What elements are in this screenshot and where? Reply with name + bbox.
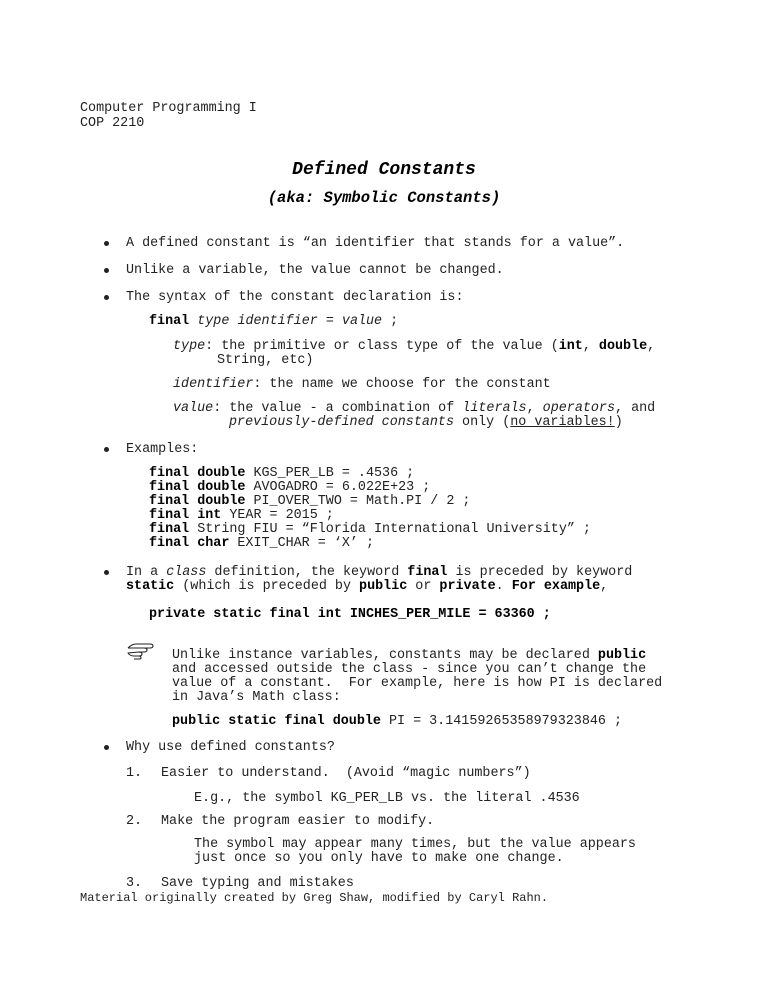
note-line1: Unlike instance variables, constants may be declared public: [172, 648, 647, 663]
syntax-line: final type identifier = value ;: [149, 314, 399, 329]
bullet-dot: [104, 268, 109, 273]
identifier-definition: identifier: the name we choose for the constant: [173, 377, 551, 392]
pointing-hand-icon: [126, 640, 156, 660]
bullet-dot: [104, 241, 109, 246]
reason-1-example: E.g., the symbol KG_PER_LB vs. the literal .4536: [194, 791, 580, 806]
example-line: final String FIU = “Florida International University” ;: [149, 522, 591, 537]
pi-declaration-code: public static final double PI = 3.14159265358979323846 ;: [172, 714, 623, 729]
reason-3: Save typing and mistakes: [161, 876, 354, 891]
value-definition: value: the value - a combination of literals, operators, and: [173, 401, 656, 416]
bullet-syntax: The syntax of the constant declaration is:: [126, 290, 464, 305]
reason-number: 3.: [126, 876, 143, 891]
note-line2: and accessed outside the class - since you can’t change the: [172, 662, 647, 677]
note-line3: value of a constant. For example, here is how PI is declared: [172, 676, 663, 691]
course-name: Computer Programming I: [80, 101, 257, 116]
reason-1: Easier to understand. (Avoid “magic numbers”): [161, 766, 531, 781]
bullet-dot: [104, 745, 109, 750]
class-definition-line2: static (which is preceded by public or private. For example,: [126, 579, 609, 594]
class-definition-line1: In a class definition, the keyword final is preceded by keyword: [126, 565, 633, 580]
example-line: final double AVOGADRO = 6.022E+23 ;: [149, 480, 431, 495]
reason-number: 2.: [126, 814, 143, 829]
course-code: COP 2210: [80, 116, 145, 131]
example-line: final double PI_OVER_TWO = Math.PI / 2 ;: [149, 494, 471, 509]
bullet-definition: A defined constant is “an identifier that stands for a value”.: [126, 236, 625, 251]
bullet-dot: [104, 570, 109, 575]
type-definition-cont: String, etc): [217, 353, 314, 368]
value-definition-cont: previously-defined constants only (no variables!): [229, 415, 623, 430]
bullet-dot: [104, 295, 109, 300]
examples-label: Examples:: [126, 442, 199, 457]
bullet-dot: [104, 447, 109, 452]
reason-2-detail: The symbol may appear many times, but the value appears: [194, 837, 636, 852]
why-question: Why use defined constants?: [126, 740, 335, 755]
note-line4: in Java’s Math class:: [172, 690, 341, 705]
example-line: final double KGS_PER_LB = .4536 ;: [149, 466, 415, 481]
example-line: final int YEAR = 2015 ;: [149, 508, 334, 523]
reason-2: Make the program easier to modify.: [161, 814, 435, 829]
bullet-unlike-variable: Unlike a variable, the value cannot be changed.: [126, 263, 504, 278]
page-title: Defined Constants: [292, 160, 476, 180]
example-line: final char EXIT_CHAR = ‘X’ ;: [149, 536, 375, 551]
reason-2-detail: just once so you only have to make one change.: [194, 851, 564, 866]
type-definition: type: the primitive or class type of the value (int, double,: [173, 339, 656, 354]
class-example-code: private static final int INCHES_PER_MILE = 63360 ;: [149, 607, 551, 622]
footer-credit: Material originally created by Greg Shaw, modified by Caryl Rahn.: [80, 891, 549, 905]
page-subtitle: (aka: Symbolic Constants): [267, 189, 501, 207]
reason-number: 1.: [126, 766, 143, 781]
